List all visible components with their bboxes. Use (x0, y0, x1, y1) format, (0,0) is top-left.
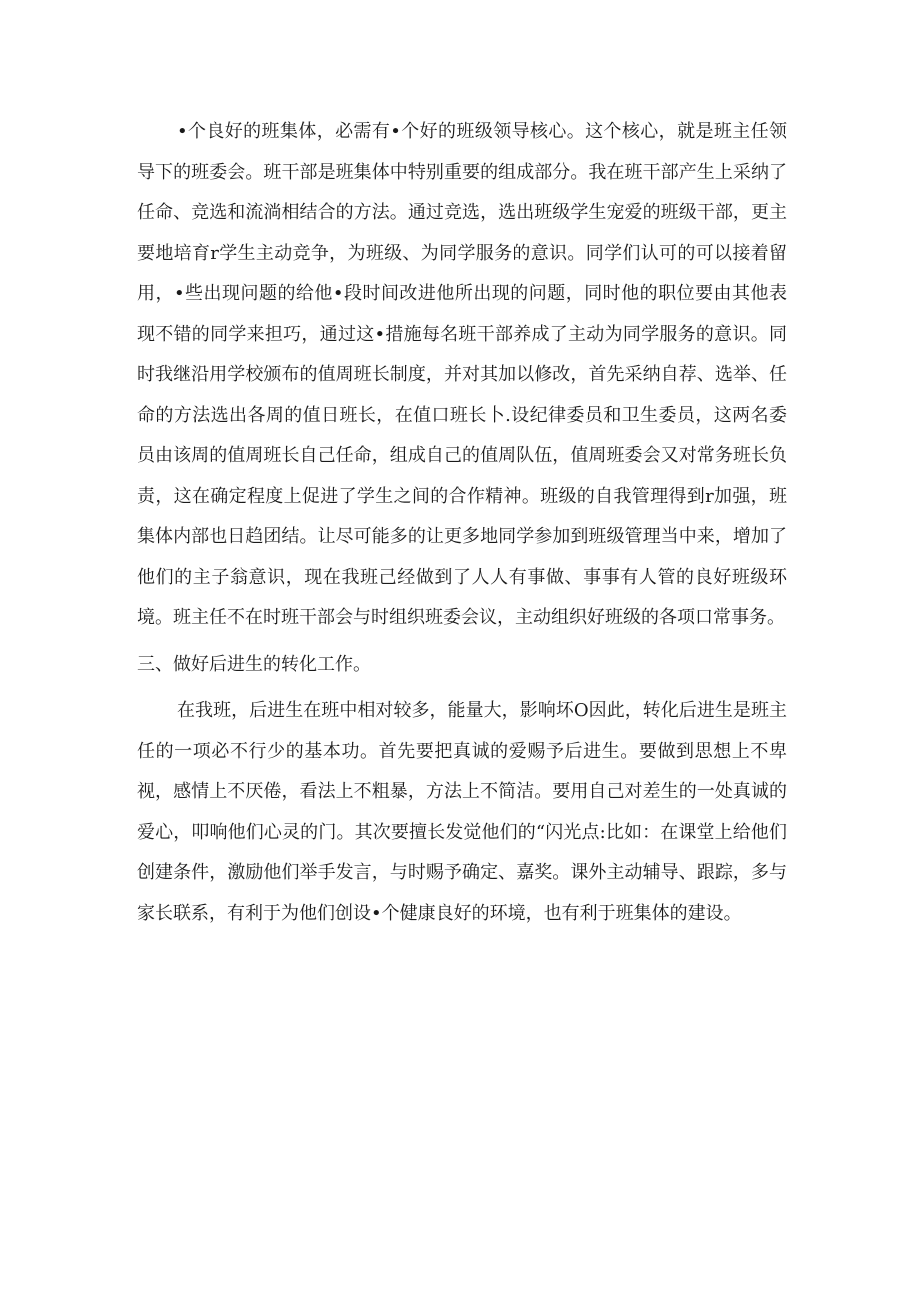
paragraph-underachievers: 在我班，后进生在班中相对较多，能量大，影响坏O因此，转化后进生是班主任的一项必不行少的基本功。首先要把真诚的爱赐予后进生。要做到思想上不卑视，感情上不厌倦，看法上不粗暴，方法上不简洁。要用自己对差生的一处真诚的爱心，叩响他们心灵的门。其次要擅长发觉他们的“闪光点:比如：在课堂上给他们创建条件，激励他们举手发言，与时赐予确定、嘉奖。课外主动辅导、跟踪，多与家长联系，有利于为他们创设•个健康良好的环境，也有利于班集体的建设。 (137, 700, 787, 924)
document-body (137, 112, 787, 934)
paragraph-class-committee: •个良好的班集体，必需有•个好的班级领导核心。这个核心，就是班主任领导下的班委会。班干部是班集体中特别重要的组成部分。我在班干部产生上采纳了任命、竞选和流淌相结合的方法。通过竞选，选出班级学生宠爱的班级干部，更主要地培育r学生主动竞争，为班级、为同学服务的意识。同学们认可的可以接着留用，•些出现问题的给他•段时间改进他所出现的问题，同时他的职位要由其他表现不错的同学来担巧，通过这•措施每名班干部养成了主动为同学服务的意识。同时我继沿用学校颁布的值周班长制度，并对其加以修改，首先采纳自荐、选举、任命的方法选出各周的值日班长，在值口班长卜.设纪律委员和卫生委员，这两名委员由该周的值周班长自己任命，组成自己的值周队伍，值周班委会又对常务班长负责，这在确定程度上促进了学生之间的合作精神。班级的自我管理得到r加强，班集体内部也日趋团结。让尽可能多的让更多地同学参加到班级管理当中来，增加了他们的主子翁意识，现在我班己经做到了人人有事做、事事有人管的良好班级环境。班主任不在时班干部会与时组织班委会议，主动组织好班级的各项口常事务。 (137, 121, 787, 628)
section-heading-3: 三、做好后进生的转化工作。 (137, 653, 371, 675)
